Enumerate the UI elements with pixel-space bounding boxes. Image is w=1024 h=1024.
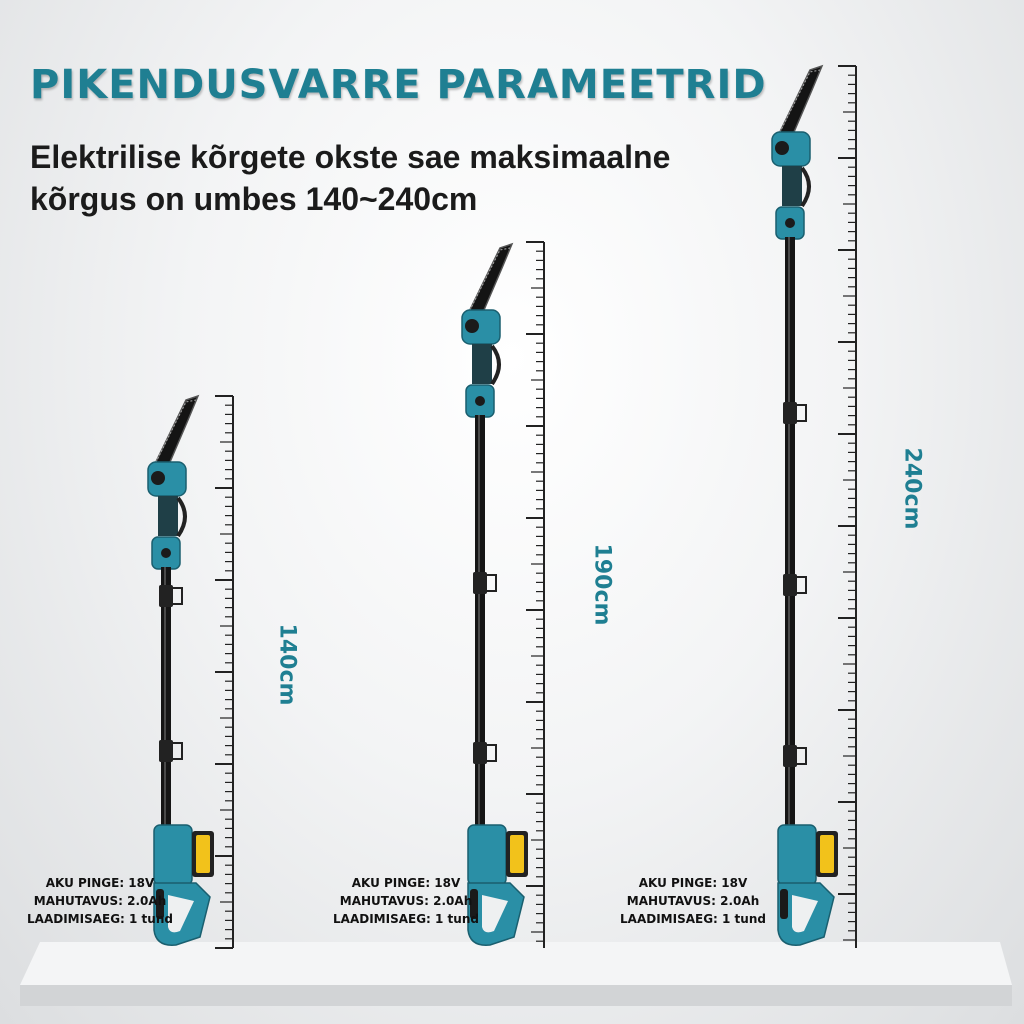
display-platform <box>20 942 1012 1006</box>
spec-charge-time: LAADIMISAEG: 1 tund <box>27 912 173 926</box>
pole-clamp <box>783 574 797 596</box>
subtitle-line-1: Elektrilise kõrgete okste sae maksimaalne <box>30 139 671 175</box>
head-handle <box>492 346 499 384</box>
height-label-240: 240cm <box>899 447 925 530</box>
height-ruler-1 <box>215 396 233 948</box>
pole-clamp <box>159 740 173 762</box>
pole-clamp <box>783 402 797 424</box>
spec-voltage: AKU PINGE: 18V <box>638 876 748 890</box>
spec-charge-time: LAADIMISAEG: 1 tund <box>333 912 479 926</box>
joint-knob <box>161 548 171 558</box>
pole-saw-3 <box>772 66 838 945</box>
page-title: PIKENDUSVARRE PARAMEETRID <box>30 62 767 108</box>
battery-label <box>820 835 834 873</box>
clamp-lever <box>487 745 496 761</box>
spec-charge-time: LAADIMISAEG: 1 tund <box>620 912 766 926</box>
pole-saw-1 <box>148 396 214 945</box>
battery-label <box>510 835 524 873</box>
motor-cap <box>775 141 789 155</box>
head-handle <box>178 498 185 536</box>
joint-knob <box>475 396 485 406</box>
head-neck <box>782 166 802 206</box>
rulers-layer <box>215 66 856 948</box>
motor-cap <box>465 319 479 333</box>
pole-highlight <box>788 237 790 825</box>
height-label-140: 140cm <box>274 623 300 706</box>
head-neck <box>472 344 492 384</box>
height-ruler-2 <box>526 242 544 948</box>
spec-capacity: MAHUTAVUS: 2.0Ah <box>339 894 473 908</box>
tools-layer <box>148 66 838 945</box>
pole-clamp <box>783 745 797 767</box>
spec-block-190 <box>306 874 506 928</box>
battery-label <box>196 835 210 873</box>
height-ruler-3 <box>838 66 856 948</box>
clamp-lever <box>487 575 496 591</box>
clamp-lever <box>797 405 806 421</box>
clamp-lever <box>173 743 182 759</box>
pole-clamp <box>473 742 487 764</box>
motor-cap <box>151 471 165 485</box>
spec-capacity: MAHUTAVUS: 2.0Ah <box>626 894 760 908</box>
pole-saw-2 <box>462 244 528 945</box>
spec-voltage: AKU PINGE: 18V <box>351 876 461 890</box>
height-label-190: 190cm <box>589 543 615 626</box>
spec-capacity: MAHUTAVUS: 2.0Ah <box>33 894 167 908</box>
pole-clamp <box>473 572 487 594</box>
subtitle-line-2: kõrgus on umbes 140~240cm <box>30 181 478 217</box>
head-neck <box>158 496 178 536</box>
joint-knob <box>785 218 795 228</box>
pole-clamp <box>159 585 173 607</box>
spec-block-240 <box>593 874 793 928</box>
clamp-lever <box>797 748 806 764</box>
spec-block-140 <box>0 874 200 928</box>
head-handle <box>802 168 809 206</box>
spec-voltage: AKU PINGE: 18V <box>45 876 155 890</box>
clamp-lever <box>797 577 806 593</box>
clamp-lever <box>173 588 182 604</box>
